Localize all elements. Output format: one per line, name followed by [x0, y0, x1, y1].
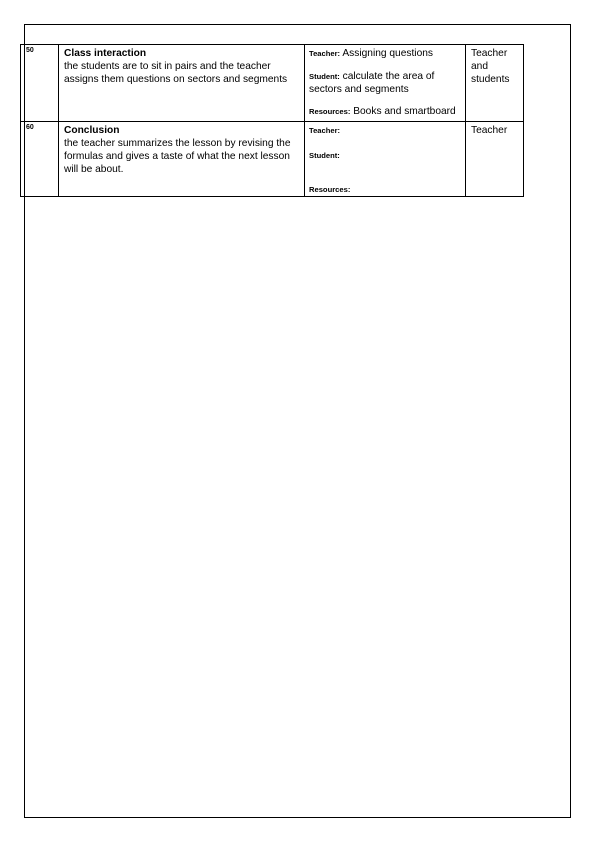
- participants-cell: Teacher and students: [466, 45, 524, 122]
- teacher-label: Teacher:: [309, 126, 341, 135]
- roles-cell: [305, 45, 466, 122]
- student-label: Student:: [309, 151, 340, 160]
- teacher-label: Teacher:: [309, 49, 341, 58]
- student-label: Student:: [309, 72, 340, 81]
- resources-label: Resources:: [309, 107, 351, 116]
- activity-description: the students are to sit in pairs and the teacher assigns them questions on sectors and segments: [64, 61, 288, 85]
- activity-cell: [59, 45, 305, 122]
- participants-cell: Teacher: [466, 122, 524, 197]
- lesson-plan-table: [20, 44, 524, 197]
- table-row: [21, 122, 524, 197]
- resources-line: [309, 105, 461, 118]
- resources-label: Resources:: [309, 185, 351, 194]
- activity-title: Conclusion: [64, 125, 120, 136]
- resources-text: Books and smartboard: [353, 106, 456, 117]
- time-cell: 50: [21, 45, 59, 122]
- student-line: [309, 70, 461, 96]
- resources-line: [309, 183, 461, 196]
- teacher-line: [309, 47, 461, 60]
- time-cell: 60: [21, 122, 59, 197]
- student-line: [309, 149, 461, 162]
- activity-cell: [59, 122, 305, 197]
- student-text: calculate the area of sectors and segments: [309, 71, 435, 95]
- activity-title: Class interaction: [64, 48, 147, 59]
- table-row: [21, 45, 524, 122]
- teacher-line: [309, 124, 461, 137]
- activity-description: the teacher summarizes the lesson by revising the formulas and gives a taste of what the next lesson will be about.: [64, 138, 291, 175]
- roles-cell: [305, 122, 466, 197]
- teacher-text: Assigning questions: [342, 48, 433, 59]
